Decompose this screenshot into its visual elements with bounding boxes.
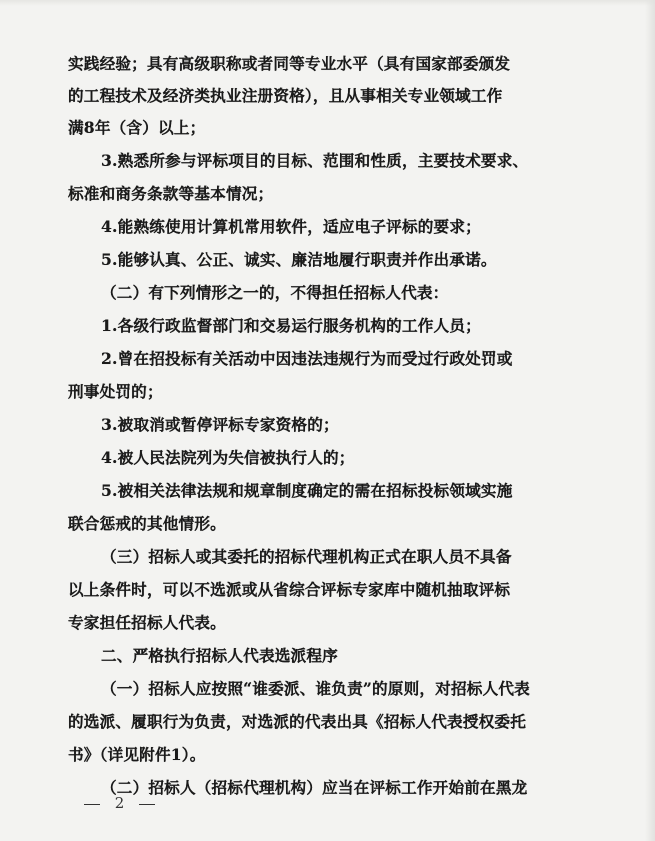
- text-line: 5.能够认真、公正、诚实、廉洁地履行职责并作出承诺。: [101, 250, 497, 269]
- scan-edge-right: [645, 0, 655, 841]
- text-line: （一）招标人应按照“谁委派、谁负责”的原则，对招标人代表: [101, 679, 530, 698]
- page-footer: [84, 793, 155, 813]
- text-line: 2.曾在招投标有关活动中因违法违规行为而受过行政处罚或: [101, 349, 513, 368]
- text-line: 实践经验；具有高级职称或者同等专业水平（具有国家部委颁发: [68, 54, 511, 73]
- text-line: 3.被取消或暂停评标专家资格的；: [101, 415, 339, 434]
- text-line: 满8年（含）以上；: [68, 118, 206, 137]
- footer-dash-left: [84, 804, 100, 805]
- section-heading: 二、严格执行招标人代表选派程序: [101, 646, 338, 665]
- text-line: 刑事处罚的；: [68, 382, 163, 401]
- footer-dash-right: [139, 804, 155, 805]
- text-line: 3.熟悉所参与评标项目的目标、范围和性质，主要技术要求、: [101, 151, 529, 170]
- text-line: 5.被相关法律法规和规章制度确定的需在招标投标领域实施: [101, 481, 513, 500]
- page-number: 2: [114, 794, 125, 812]
- text-line: 以上条件时，可以不选派或从省综合评标专家库中随机抽取评标: [68, 580, 511, 599]
- text-line: （二）招标人（招标代理机构）应当在评标工作开始前在黑龙: [101, 778, 528, 797]
- text-line: 的工程技术及经济类执业注册资格），且从事相关专业领域工作: [68, 86, 503, 105]
- text-line: 标准和商务条款等基本情况；: [68, 184, 274, 203]
- text-line: 书》（详见附件1）。: [68, 745, 206, 764]
- text-line: 的选派、履职行为负责，对选派的代表出具《招标人代表授权委托: [68, 712, 527, 731]
- text-line: 4.能熟练使用计算机常用软件，适应电子评标的要求；: [101, 217, 481, 236]
- scan-edge-top: [0, 0, 655, 6]
- text-line: 1.各级行政监督部门和交易运行服务机构的工作人员；: [101, 316, 481, 335]
- text-line: 联合惩戒的其他情形。: [68, 514, 226, 533]
- text-line: 专家担任招标人代表。: [68, 613, 226, 632]
- text-line: 4.被人民法院列为失信被执行人的；: [101, 448, 355, 467]
- section-heading: （三）招标人或其委托的招标代理机构正式在职人员不具备: [101, 547, 512, 566]
- section-heading: （二）有下列情形之一的，不得担任招标人代表：: [101, 283, 449, 302]
